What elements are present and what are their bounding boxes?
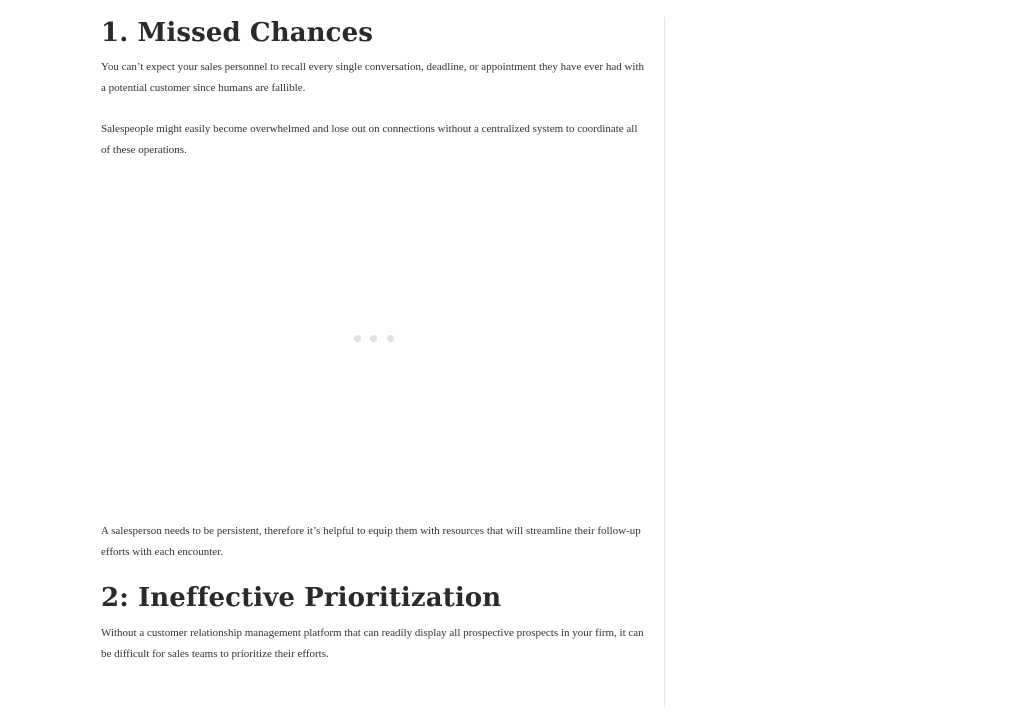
paragraph: Without a customer relationship management platform that can readily display all prospective prospects in your firm, it can be difficult for sales teams to prioritize their efforts. bbox=[101, 627, 644, 660]
loading-dot bbox=[354, 335, 361, 342]
loading-dot bbox=[387, 335, 394, 342]
section-heading-ineffective-prioritization: 2: Ineffective Prioritization bbox=[101, 583, 502, 613]
paragraph: You can’t expect your sales personnel to recall every single conversation, deadline, or appointment they have ever had with a potential customer since humans are fallible. bbox=[101, 61, 645, 94]
sidebar-divider bbox=[664, 17, 665, 707]
section-heading-missed-chances: 1. Missed Chances bbox=[101, 18, 373, 48]
paragraph: A salesperson needs to be persistent, therefore it’s helpful to equip them with resources that will streamline their follow-up efforts with each encounter. bbox=[101, 525, 641, 558]
loading-dots-icon bbox=[354, 335, 398, 343]
loading-dot bbox=[370, 335, 377, 342]
paragraph: Salespeople might easily become overwhelmed and lose out on connections without a centralized system to coordinate all of these operations. bbox=[101, 123, 638, 156]
